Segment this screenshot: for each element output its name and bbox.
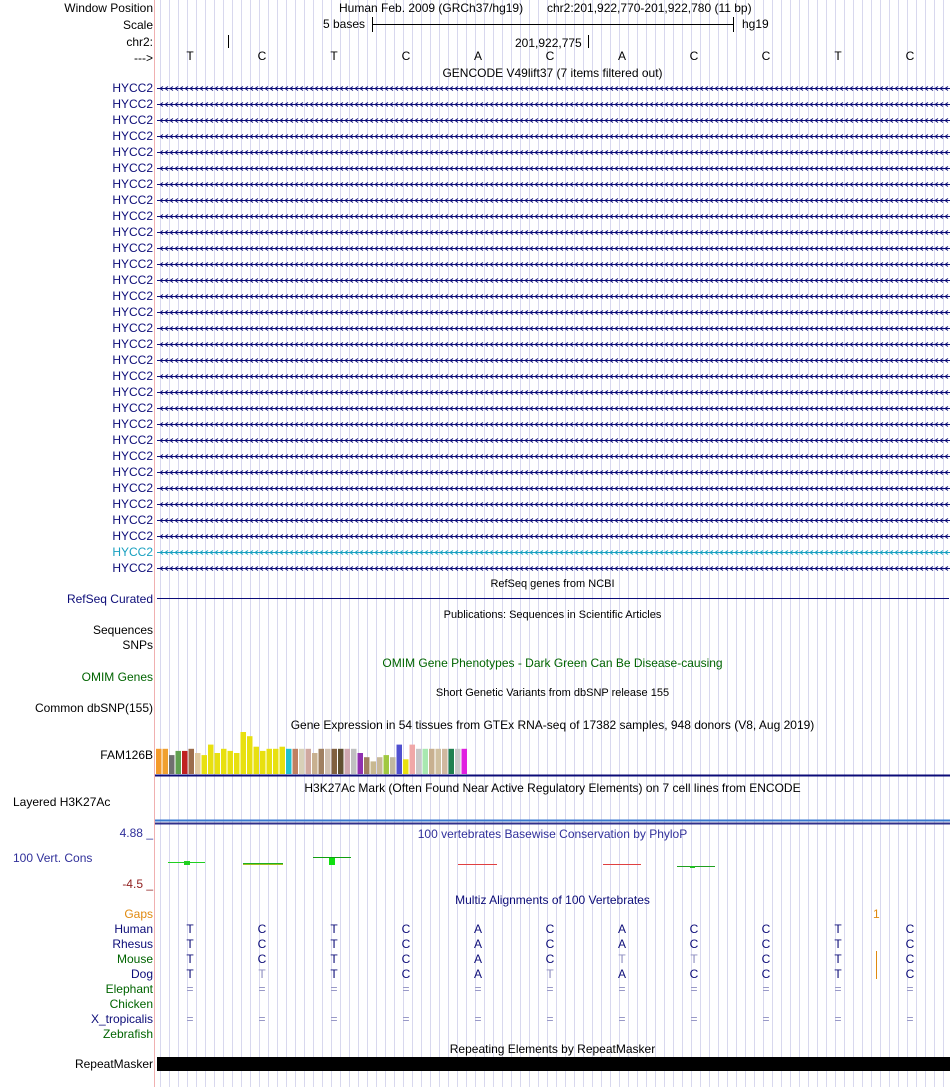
alignment-base: T	[834, 937, 842, 951]
phylop-track-title[interactable]: 100 vertebrates Basewise Conservation by PhyloP	[417, 827, 688, 841]
gtex-tissue-bar	[338, 749, 344, 774]
gtex-tissue-bar	[280, 747, 286, 774]
alignment-base: C	[401, 937, 411, 951]
gencode-transcript-label[interactable]: HYCC2	[112, 561, 153, 575]
gtex-tissue-bar	[286, 749, 292, 774]
alignment-base: A	[473, 967, 482, 981]
gtex-tissue-bar	[462, 749, 468, 774]
alignment-base: =	[618, 1012, 626, 1026]
gtex-track-title[interactable]: Gene Expression in 54 tissues from GTEx RNA-seq of 17382 samples, 948 donors (V8, Aug 2019)	[290, 718, 815, 732]
h3k27ac-label[interactable]: Layered H3K27Ac	[13, 795, 111, 809]
repeatmasker-block	[157, 1057, 950, 1071]
gencode-transcript-label[interactable]: HYCC2	[112, 353, 153, 367]
alignment-base: C	[905, 937, 915, 951]
alignment-base: =	[906, 982, 914, 996]
alignment-base: T	[186, 937, 194, 951]
alignment-base: T	[690, 952, 698, 966]
gtex-tissue-bar	[449, 749, 455, 774]
gtex-tissue-bar	[228, 751, 234, 774]
gencode-transcript-label[interactable]: HYCC2	[112, 145, 153, 159]
alignment-base: T	[330, 922, 338, 936]
alignment-base: =	[690, 982, 698, 996]
alignment-base: =	[402, 982, 410, 996]
gtex-tissue-bar	[345, 749, 351, 774]
publications-snps-label[interactable]: SNPs	[122, 638, 153, 652]
gencode-transcript-label[interactable]: HYCC2	[112, 161, 153, 175]
alignment-base: C	[905, 952, 915, 966]
alignment-base: =	[474, 982, 482, 996]
alignment-base: A	[617, 937, 626, 951]
alignment-base: =	[330, 1012, 338, 1026]
species-label-chicken[interactable]: Chicken	[109, 997, 153, 1011]
alignment-base: =	[186, 1012, 194, 1026]
scale-bar-text: 5 bases	[323, 17, 366, 31]
alignment-base: T	[330, 952, 338, 966]
gencode-track-title[interactable]: GENCODE V49lift37 (7 items filtered out)	[442, 66, 663, 80]
gencode-transcript-label[interactable]: HYCC2	[112, 513, 153, 527]
gtex-tissue-bar	[267, 749, 273, 774]
gtex-tissue-bar	[332, 749, 338, 774]
gencode-transcript-label[interactable]: HYCC2	[112, 113, 153, 127]
base-letter: C	[905, 49, 915, 63]
gtex-tissue-bar	[371, 761, 377, 774]
gaps-value: 1	[873, 907, 880, 921]
window-position-label: Window Position	[64, 1, 153, 15]
gtex-tissue-bar	[293, 749, 299, 774]
base-letter: C	[257, 49, 267, 63]
base-letter: C	[761, 49, 771, 63]
gtex-tissue-bar	[384, 755, 390, 774]
base-letter: C	[689, 49, 699, 63]
gtex-tissue-bar	[390, 757, 396, 774]
gencode-transcript-label[interactable]: HYCC2	[112, 97, 153, 111]
publications-track-title[interactable]: Publications: Sequences in Scientific Articles	[443, 609, 662, 621]
chrom-label: chr2:	[126, 35, 153, 49]
gtex-tissue-bar	[358, 753, 364, 774]
gtex-tissue-bar	[241, 732, 247, 774]
alignment-base: C	[545, 922, 555, 936]
gtex-tissue-bar	[234, 753, 240, 774]
position-range: chr2:201,922,770-201,922,780 (11 bp)	[547, 1, 752, 15]
alignment-base: T	[330, 937, 338, 951]
publications-sequences-label[interactable]: Sequences	[92, 623, 153, 637]
species-label-dog[interactable]: Dog	[130, 967, 153, 981]
phylop-min-value: -4.5 _	[122, 877, 153, 891]
refseq-label[interactable]: RefSeq Curated	[66, 592, 153, 606]
strand-label: --->	[134, 51, 153, 65]
alignment-base: C	[689, 967, 699, 981]
alignment-base: A	[473, 952, 482, 966]
gencode-transcript-label[interactable]: HYCC2	[112, 305, 153, 319]
alignment-base: C	[761, 922, 771, 936]
repeatmasker-track-title[interactable]: Repeating Elements by RepeatMasker	[449, 1042, 656, 1056]
alignment-base: =	[762, 1012, 770, 1026]
repeatmasker-label[interactable]: RepeatMasker	[74, 1057, 153, 1071]
gtex-tissue-bar	[455, 749, 461, 774]
alignment-base: =	[258, 1012, 266, 1026]
base-letter: C	[545, 49, 555, 63]
gencode-transcript-label[interactable]: HYCC2	[112, 481, 153, 495]
assembly-name: Human Feb. 2009 (GRCh37/hg19)	[339, 1, 524, 15]
gtex-tissue-bar	[436, 749, 442, 774]
alignment-base: C	[689, 922, 699, 936]
gtex-tissue-bar	[195, 753, 201, 774]
gencode-transcript-label[interactable]: HYCC2	[112, 497, 153, 511]
gtex-tissue-bar	[208, 745, 214, 774]
alignment-base: T	[186, 967, 194, 981]
gencode-transcript-label[interactable]: HYCC2	[112, 289, 153, 303]
alignment-base: =	[546, 982, 554, 996]
alignment-base: T	[618, 952, 626, 966]
gencode-transcript-label[interactable]: HYCC2	[112, 225, 153, 239]
base-letter: A	[617, 49, 626, 63]
gtex-tissue-bar	[221, 749, 227, 774]
gtex-tissue-bar	[351, 749, 357, 774]
gencode-transcript-label[interactable]: HYCC2	[112, 529, 153, 543]
gtex-tissue-bar	[429, 749, 435, 774]
gencode-transcript-label[interactable]: HYCC2	[112, 177, 153, 191]
gtex-tissue-bar	[397, 745, 403, 774]
alignment-base: C	[689, 937, 699, 951]
gencode-transcript-label[interactable]: HYCC2	[112, 337, 153, 351]
gencode-transcript-label[interactable]: HYCC2	[112, 545, 153, 559]
gtex-tissue-bar	[423, 749, 429, 774]
base-letter: A	[473, 49, 482, 63]
gtex-tissue-bar	[410, 745, 416, 774]
dbsnp-track-title[interactable]: Short Genetic Variants from dbSNP release 155	[435, 687, 670, 699]
gencode-transcript-label[interactable]: HYCC2	[112, 385, 153, 399]
gtex-tissue-bar	[189, 749, 195, 774]
alignment-base: =	[402, 1012, 410, 1026]
gtex-tissue-bar	[260, 751, 266, 774]
alignment-base: T	[834, 967, 842, 981]
gencode-transcript-label[interactable]: HYCC2	[112, 417, 153, 431]
alignment-base: C	[545, 937, 555, 951]
alignment-base: =	[906, 1012, 914, 1026]
gtex-tissue-bar	[442, 749, 448, 774]
base-letter: T	[834, 49, 842, 63]
base-letter: T	[186, 49, 194, 63]
gtex-tissue-bar	[247, 736, 253, 774]
alignment-base: =	[186, 982, 194, 996]
refseq-track-title[interactable]: RefSeq genes from NCBI	[490, 578, 615, 590]
gtex-tissue-bar	[299, 749, 305, 774]
gtex-tissue-bar	[306, 749, 312, 774]
alignment-base: A	[617, 922, 626, 936]
alignment-base: =	[258, 982, 266, 996]
alignment-base: C	[257, 952, 267, 966]
alignment-base: C	[761, 937, 771, 951]
species-label-rhesus[interactable]: Rhesus	[112, 937, 153, 951]
alignment-base: C	[401, 922, 411, 936]
alignment-base: T	[258, 967, 266, 981]
gencode-transcript-label[interactable]: HYCC2	[112, 433, 153, 447]
chrom-coordinate: 201,922,775	[515, 36, 582, 50]
gencode-transcript-label[interactable]: HYCC2	[112, 321, 153, 335]
species-label-elephant[interactable]: Elephant	[105, 982, 153, 996]
alignment-base: C	[905, 922, 915, 936]
alignment-base: T	[330, 967, 338, 981]
scale-db: hg19	[742, 17, 769, 31]
species-label-zebrafish[interactable]: Zebrafish	[102, 1027, 153, 1041]
alignment-base: =	[762, 982, 770, 996]
gencode-transcript-label[interactable]: HYCC2	[112, 241, 153, 255]
alignment-base: T	[834, 952, 842, 966]
gencode-transcript-label[interactable]: HYCC2	[112, 129, 153, 143]
gtex-tissue-bar	[312, 753, 318, 774]
gtex-tissue-bar	[319, 749, 325, 774]
species-label-human[interactable]: Human	[114, 922, 153, 936]
gtex-tissue-bar	[364, 757, 370, 774]
gtex-bar-graph	[156, 732, 467, 774]
gencode-transcript-label[interactable]: HYCC2	[112, 449, 153, 463]
species-label-x_tropicalis[interactable]: X_tropicalis	[90, 1012, 153, 1026]
gtex-tissue-bar	[202, 755, 208, 774]
gtex-tissue-bar	[325, 749, 331, 774]
gtex-tissue-bar	[156, 749, 162, 774]
alignment-base: T	[834, 922, 842, 936]
alignment-base: C	[545, 952, 555, 966]
gencode-transcript-label[interactable]: HYCC2	[112, 369, 153, 383]
gencode-transcript-label[interactable]: HYCC2	[112, 209, 153, 223]
gtex-gene-label[interactable]: FAM126B	[100, 748, 153, 762]
alignment-base: C	[401, 952, 411, 966]
gencode-transcript-label[interactable]: HYCC2	[112, 193, 153, 207]
base-letter: C	[401, 49, 411, 63]
gtex-tissue-bar	[416, 749, 422, 774]
alignment-base: T	[546, 967, 554, 981]
alignment-base: =	[474, 1012, 482, 1026]
gencode-transcripts	[157, 87, 950, 571]
alignment-base: =	[330, 982, 338, 996]
alignment-base: C	[257, 922, 267, 936]
gtex-tissue-bar	[176, 751, 182, 774]
gencode-transcript-label[interactable]: HYCC2	[112, 401, 153, 415]
gaps-label: Gaps	[124, 907, 153, 921]
gtex-tissue-bar	[403, 759, 409, 774]
gtex-tissue-bar	[273, 749, 279, 774]
alignment-base: T	[186, 922, 194, 936]
gencode-transcript-label[interactable]: HYCC2	[112, 81, 153, 95]
scale-label: Scale	[122, 18, 153, 32]
gencode-transcript-label[interactable]: HYCC2	[112, 257, 153, 271]
multiz-track-title[interactable]: Multiz Alignments of 100 Vertebrates	[455, 893, 650, 907]
gtex-tissue-bar	[169, 755, 175, 774]
alignment-base: A	[473, 937, 482, 951]
omim-label[interactable]: OMIM Genes	[81, 670, 153, 684]
alignment-base: C	[401, 967, 411, 981]
alignment-base: T	[186, 952, 194, 966]
h3k27ac-track-title[interactable]: H3K27Ac Mark (Often Found Near Active Regulatory Elements) on 7 cell lines from ENCODE	[304, 781, 801, 795]
gtex-tissue-bar	[163, 749, 169, 774]
alignment-base: =	[834, 982, 842, 996]
alignment-base: =	[546, 1012, 554, 1026]
gtex-tissue-bar	[254, 747, 260, 774]
alignment-base: C	[761, 967, 771, 981]
gtex-tissue-bar	[377, 757, 383, 774]
gencode-transcript-label[interactable]: HYCC2	[112, 273, 153, 287]
alignment-base: C	[905, 967, 915, 981]
alignment-base: A	[617, 967, 626, 981]
gtex-tissue-bar	[215, 753, 221, 774]
base-letter: T	[330, 49, 338, 63]
alignment-base: C	[761, 952, 771, 966]
alignment-base: A	[473, 922, 482, 936]
alignment-base: =	[834, 1012, 842, 1026]
species-label-mouse[interactable]: Mouse	[116, 952, 153, 966]
dbsnp-label[interactable]: Common dbSNP(155)	[34, 701, 153, 715]
alignment-base: =	[690, 1012, 698, 1026]
gencode-transcript-label[interactable]: HYCC2	[112, 465, 153, 479]
omim-track-title[interactable]: OMIM Gene Phenotypes - Dark Green Can Be Disease-causing	[382, 656, 723, 670]
alignment-base: =	[618, 982, 626, 996]
phylop-label[interactable]: 100 Vert. Cons	[13, 851, 93, 865]
alignment-base: C	[257, 937, 267, 951]
phylop-max-value: 4.88 _	[119, 826, 153, 840]
gtex-tissue-bar	[182, 751, 188, 774]
